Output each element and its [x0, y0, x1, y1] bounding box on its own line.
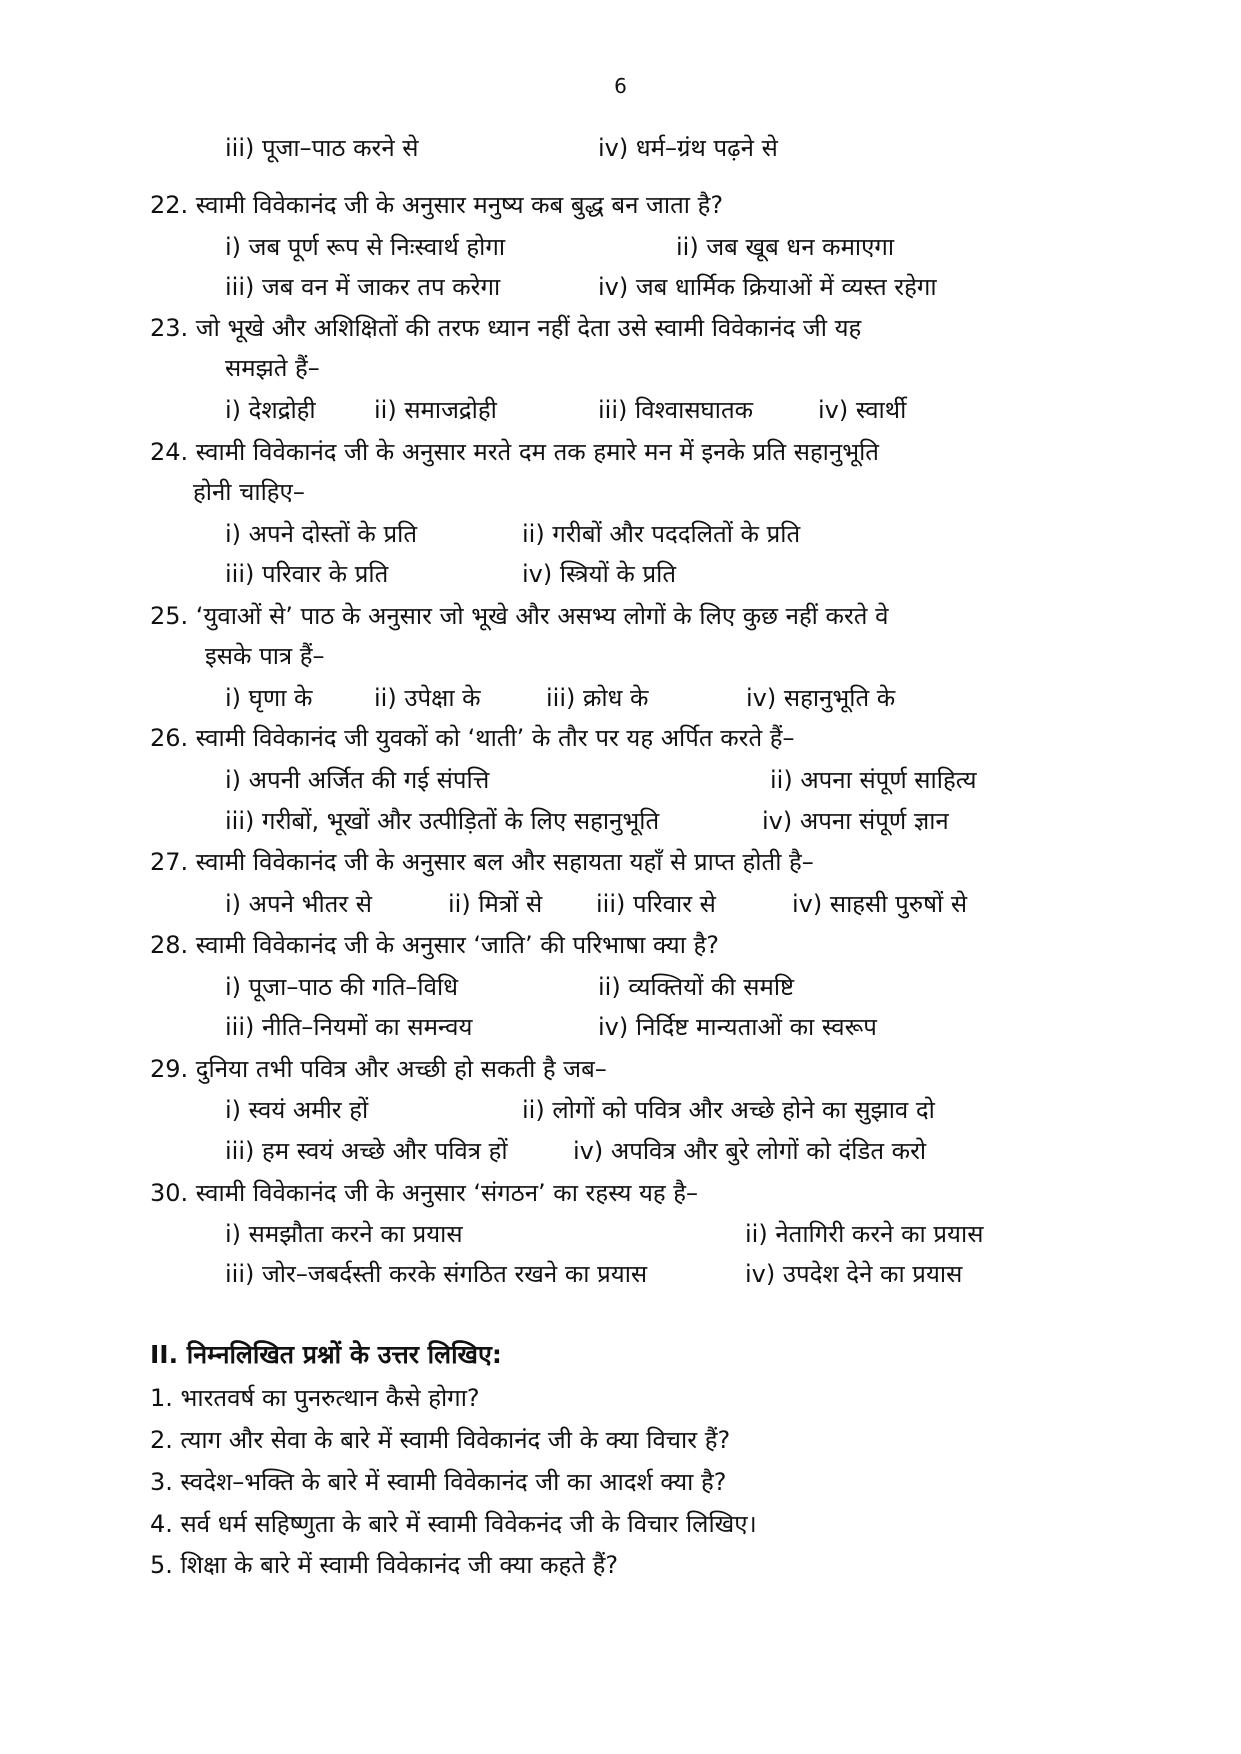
- q29-option-iii: iii) हम स्वयं अच्छे और पवित्र हों: [225, 1137, 508, 1165]
- q27-option-ii: ii) मित्रों से: [448, 890, 543, 918]
- q25-question-line-2: इसके पात्र हैं–: [205, 642, 325, 670]
- q25-option-ii: ii) उपेक्षा के: [374, 684, 481, 712]
- q26-option-iii: iii) गरीबों, भूखों और उत्पीड़ितों के लिए सहानुभूति: [225, 807, 660, 835]
- q29-option-iv: iv) अपवित्र और बुरे लोगों को दंडित करो: [573, 1137, 927, 1165]
- q23-option-iv: iv) स्वार्थी: [818, 396, 907, 424]
- q25-option-iii: iii) क्रोध के: [546, 684, 649, 712]
- q23-option-i: i) देशद्रोही: [225, 396, 316, 424]
- q21-option-iii: iii) पूजा–पाठ करने से: [225, 134, 419, 162]
- q23-option-iii: iii) विश्वासघातक: [598, 396, 754, 424]
- q23-question-line-1: 23. जो भूखे और अशिक्षितों की तरफ ध्यान नहीं देता उसे स्वामी विवेकानंद जी यह: [150, 314, 862, 342]
- q25-option-iv: iv) सहानुभूति के: [746, 684, 896, 712]
- q22-option-iii: iii) जब वन में जाकर तप करेगा: [225, 273, 501, 301]
- q24-question-line-1: 24. स्वामी विवेकानंद जी के अनुसार मरते दम तक हमारे मन में इनके प्रति सहानुभूति: [150, 438, 879, 466]
- q22-question: 22. स्वामी विवेकानंद जी के अनुसार मनुष्य कब बुद्ध बन जाता है?: [150, 191, 724, 219]
- q30-option-i: i) समझौता करने का प्रयास: [225, 1220, 463, 1248]
- q24-option-i: i) अपने दोस्तों के प्रति: [225, 520, 418, 548]
- q30-question: 30. स्वामी विवेकानंद जी के अनुसार ‘संगठन’ का रहस्य यह है–: [150, 1179, 699, 1207]
- q22-option-iv: iv) जब धार्मिक क्रियाओं में व्यस्त रहेगा: [598, 273, 937, 301]
- q22-option-ii: ii) जब खूब धन कमाएगा: [676, 233, 895, 261]
- section-2-heading: II. निम्नलिखित प्रश्नों के उत्तर लिखिए:: [150, 1340, 502, 1369]
- q24-option-iii: iii) परिवार के प्रति: [225, 560, 389, 588]
- q27-option-iii: iii) परिवार से: [596, 890, 716, 918]
- q30-option-ii: ii) नेतागिरी करने का प्रयास: [745, 1220, 984, 1248]
- q24-option-ii: ii) गरीबों और पददलितों के प्रति: [522, 520, 801, 548]
- q25-question-line-1: 25. ‘युवाओं से’ पाठ के अनुसार जो भूखे और असभ्य लोगों के लिए कुछ नहीं करते वे: [150, 602, 889, 630]
- q29-option-i: i) स्वयं अमीर हों: [225, 1096, 369, 1124]
- q26-option-i: i) अपनी अर्जित की गई संपत्ति: [225, 766, 490, 794]
- q30-option-iv: iv) उपदेश देने का प्रयास: [745, 1260, 963, 1288]
- q27-option-iv: iv) साहसी पुरुषों से: [792, 890, 968, 918]
- q28-option-iii: iii) नीति–नियमों का समन्वय: [225, 1013, 473, 1041]
- q28-option-iv: iv) निर्दिष्ट मान्यताओं का स्वरूप: [598, 1013, 877, 1041]
- q23-option-ii: ii) समाजद्रोही: [374, 396, 497, 424]
- q28-option-ii: ii) व्यक्तियों की समष्टि: [598, 973, 795, 1001]
- q26-option-iv: iv) अपना संपूर्ण ज्ञान: [762, 807, 949, 835]
- q24-option-iv: iv) स्त्रियों के प्रति: [522, 560, 677, 588]
- q24-question-line-2: होनी चाहिए–: [193, 478, 305, 506]
- q29-option-ii: ii) लोगों को पवित्र और अच्छे होने का सुझाव दो: [522, 1096, 935, 1124]
- section-2-question-3: 3. स्वदेश–भक्ति के बारे में स्वामी विवेकानंद जी का आदर्श क्या है?: [150, 1468, 727, 1496]
- q27-question: 27. स्वामी विवेकानंद जी के अनुसार बल और सहायता यहाँ से प्राप्त होती है–: [150, 848, 814, 876]
- q26-option-ii: ii) अपना संपूर्ण साहित्य: [770, 766, 977, 794]
- q28-question: 28. स्वामी विवेकानंद जी के अनुसार ‘जाति’ की परिभाषा क्या है?: [150, 931, 720, 959]
- q30-option-iii: iii) जोर–जबर्दस्ती करके संगठित रखने का प्रयास: [225, 1260, 648, 1288]
- section-2-question-4: 4. सर्व धर्म सहिष्णुता के बारे में स्वामी विवेकनंद जी के विचार लिखिए।: [150, 1510, 757, 1538]
- page-number: 6: [614, 74, 627, 98]
- section-2-question-1: 1. भारतवर्ष का पुनरुत्थान कैसे होगा?: [150, 1384, 480, 1412]
- section-2-question-2: 2. त्याग और सेवा के बारे में स्वामी विवेकानंद जी के क्या विचार हैं?: [150, 1426, 731, 1454]
- section-2-question-5: 5. शिक्षा के बारे में स्वामी विवेकानंद जी क्या कहते हैं?: [150, 1551, 619, 1579]
- q27-option-i: i) अपने भीतर से: [225, 890, 373, 918]
- q25-option-i: i) घृणा के: [225, 684, 313, 712]
- q22-option-i: i) जब पूर्ण रूप से निःस्वार्थ होगा: [225, 233, 506, 261]
- q28-option-i: i) पूजा–पाठ की गति–विधि: [225, 973, 458, 1001]
- q26-question: 26. स्वामी विवेकानंद जी युवकों को ‘थाती’ के तौर पर यह अर्पित करते हैं–: [150, 724, 795, 752]
- q23-question-line-2: समझते हैं–: [225, 354, 320, 382]
- q29-question: 29. दुनिया तभी पवित्र और अच्छी हो सकती है जब–: [150, 1055, 607, 1083]
- q21-option-iv: iv) धर्म–ग्रंथ पढ़ने से: [598, 134, 778, 162]
